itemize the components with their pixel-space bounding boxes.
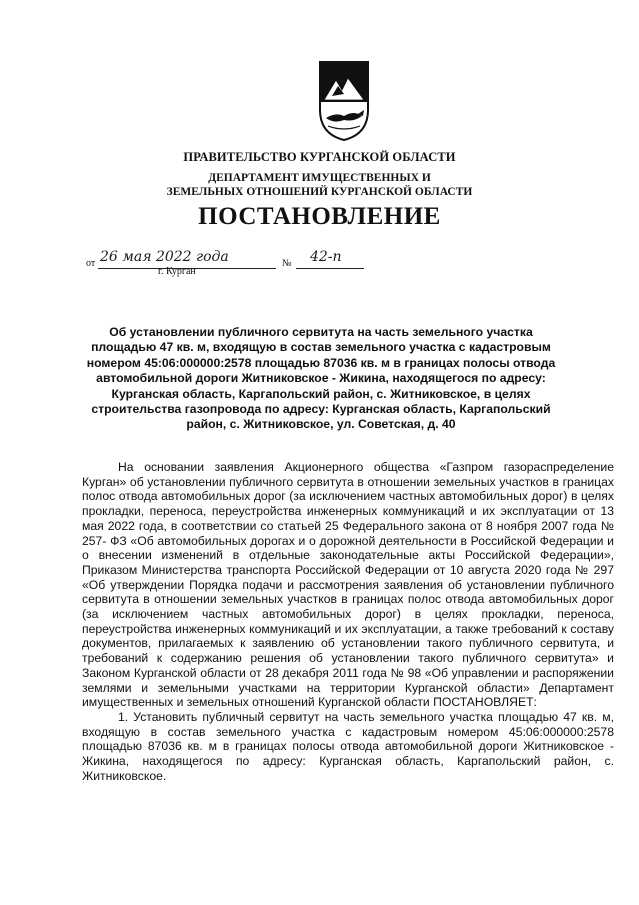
department-name-line1: ДЕПАРТАМЕНТ ИМУЩЕСТВЕННЫХ И xyxy=(208,172,431,184)
document-body xyxy=(82,460,614,783)
handwritten-number: 42-п xyxy=(310,249,342,265)
date-number-line xyxy=(86,250,386,270)
department-name-line2: ЗЕМЕЛЬНЫХ ОТНОШЕНИЙ КУРГАНСКОЙ ОБЛАСТИ xyxy=(166,186,473,198)
number-prefix: № xyxy=(282,258,292,269)
department-name xyxy=(0,171,639,199)
item-1-paragraph: 1. Установить публичный сервитут на часть земельного участка площадью 47 кв. м, входящую в состав земельного участка с кадастровым номером 45:06:000000:2578 площадью 87036 кв. м в границах полосы отвода автомобильной дороги Житниковское - Жикина, находящегося по адресу: Курганская область, Каргапольский район, с. Житниковское. xyxy=(82,709,614,783)
number-underline xyxy=(296,268,364,269)
preamble-paragraph: На основании заявления Акционерного общества «Газпром газораспределение Курган» об установлении публичного сервитута в отношении земельных участков в границах полос отвода автомобильных дорог (за исключением частных автомобильных дорог) в целях прокладки, переноса, переустройства инженерных коммуникаций и их эксплуатации от 13 мая 2022 года, в соответствии со статьей 25 Федерального закона от 8 ноября 2007 года № 257- ФЗ «Об автомобильных дорогах и о дорожной деятельности в Российской Федерации и о внесении изменений в отдельные законодательные акты Российской Федерации», Приказом Министерства транспорта Российской Федерации от 10 августа 2020 года № 297 «Об утверждении Порядка подачи и рассмотрения заявления об установлении публичного сервитута в отношении земельных участков в границах полос отвода автомобильных дорог (за исключением частных автомобильных дорог) в целях прокладки, переноса, переустройства инженерных коммуникаций и их эксплуатации, а также требований к составу документов, прилагаемых к заявлению об установлении такого публичного сервитута, и требований к содержанию решения об установлении такого публичного сервитута» и Законом Курганской области от 28 декабря 2011 года № 98 «Об управлении и распоряжении землями и земельными участками на территории Курганской области» Департамент имущественных и земельных отношений Курганской области ПОСТАНОВЛЯЕТ: xyxy=(82,460,614,710)
coat-of-arms-icon xyxy=(318,60,370,142)
handwritten-date: 26 мая 2022 года xyxy=(100,249,229,265)
city-label: г. Курган xyxy=(158,266,196,277)
document-type-title: ПОСТАНОВЛЕНИЕ xyxy=(198,203,441,230)
document-subject: Об установлении публичного сервитута на часть земельного участка площадью 47 кв. м, входящую в состав земельного участка с кадастровым номером 45:06:000000:2578 площадью 87036 кв. м в границах полосы отвода автомобильной дороги Житниковское - Жикина, находящегося по адресу: Курганская область, Каргапольский район, с. Житниковское, в целях строительства газопровода по адресу: Курганская область, Каргапольский район, с. Житниковское, ул. Советская, д. 40 xyxy=(86,325,556,432)
date-prefix: от xyxy=(86,258,96,269)
government-name: ПРАВИТЕЛЬСТВО КУРГАНСКОЙ ОБЛАСТИ xyxy=(183,150,456,164)
